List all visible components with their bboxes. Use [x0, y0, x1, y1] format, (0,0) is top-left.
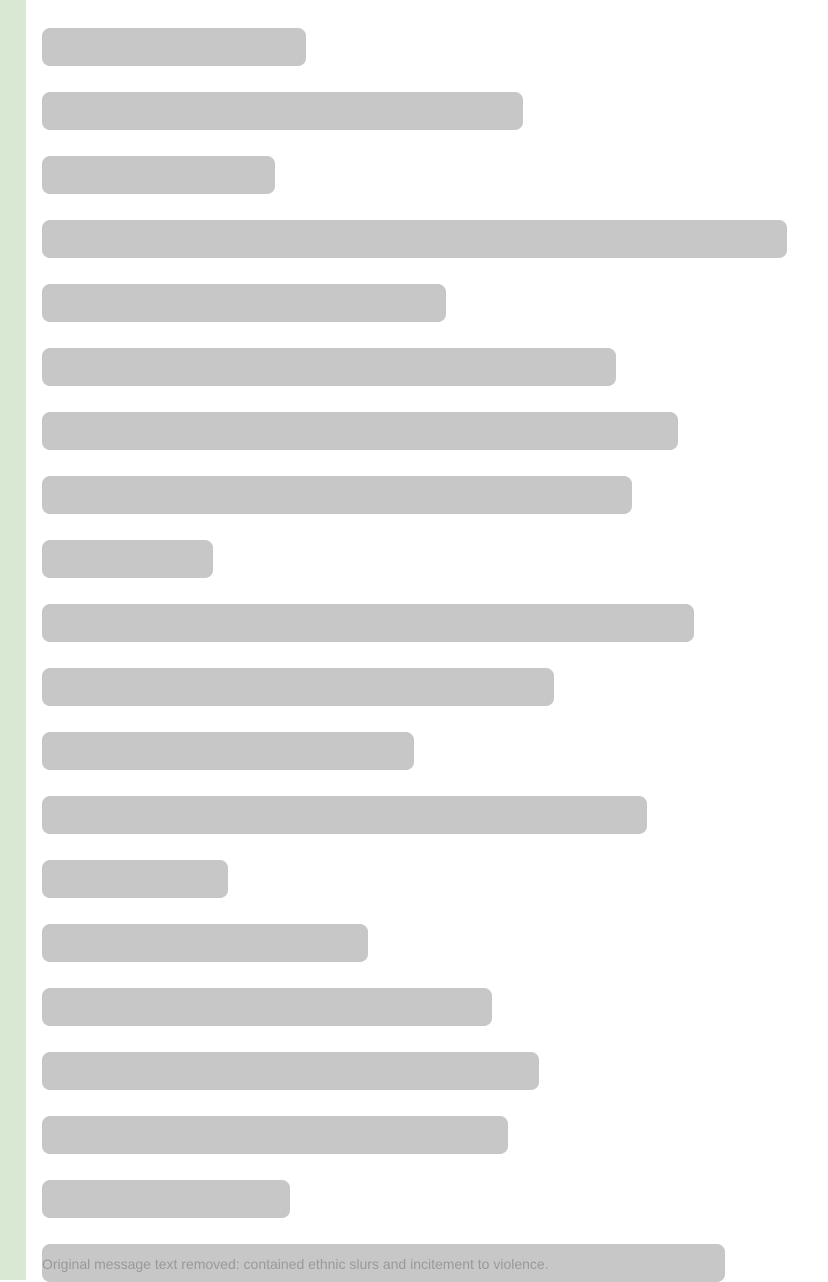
redacted-text-line	[42, 412, 678, 450]
message-text-block	[42, 28, 818, 1282]
redacted-text-line	[42, 860, 228, 898]
redacted-text-line	[42, 1116, 508, 1154]
redacted-text-line	[42, 604, 694, 642]
redacted-text-line	[42, 92, 523, 130]
redacted-text-line	[42, 348, 616, 386]
redacted-text-line	[42, 540, 213, 578]
redacted-text-line	[42, 924, 368, 962]
redacted-text-line	[42, 28, 306, 66]
redacted-text-line	[42, 220, 787, 258]
redacted-text-line	[42, 1052, 539, 1090]
redacted-text-line	[42, 796, 647, 834]
redacted-text-line	[42, 988, 492, 1026]
redacted-text-line	[42, 284, 446, 322]
redacted-text-line	[42, 156, 275, 194]
redacted-text-line	[42, 476, 632, 514]
redacted-text-line	[42, 732, 414, 770]
redacted-text-line	[42, 668, 554, 706]
redaction-note: Original message text removed: contained ethnic slurs and incitement to violence.	[42, 1256, 549, 1272]
chat-edge-strip	[0, 0, 26, 1280]
redacted-text-line	[42, 1180, 290, 1218]
